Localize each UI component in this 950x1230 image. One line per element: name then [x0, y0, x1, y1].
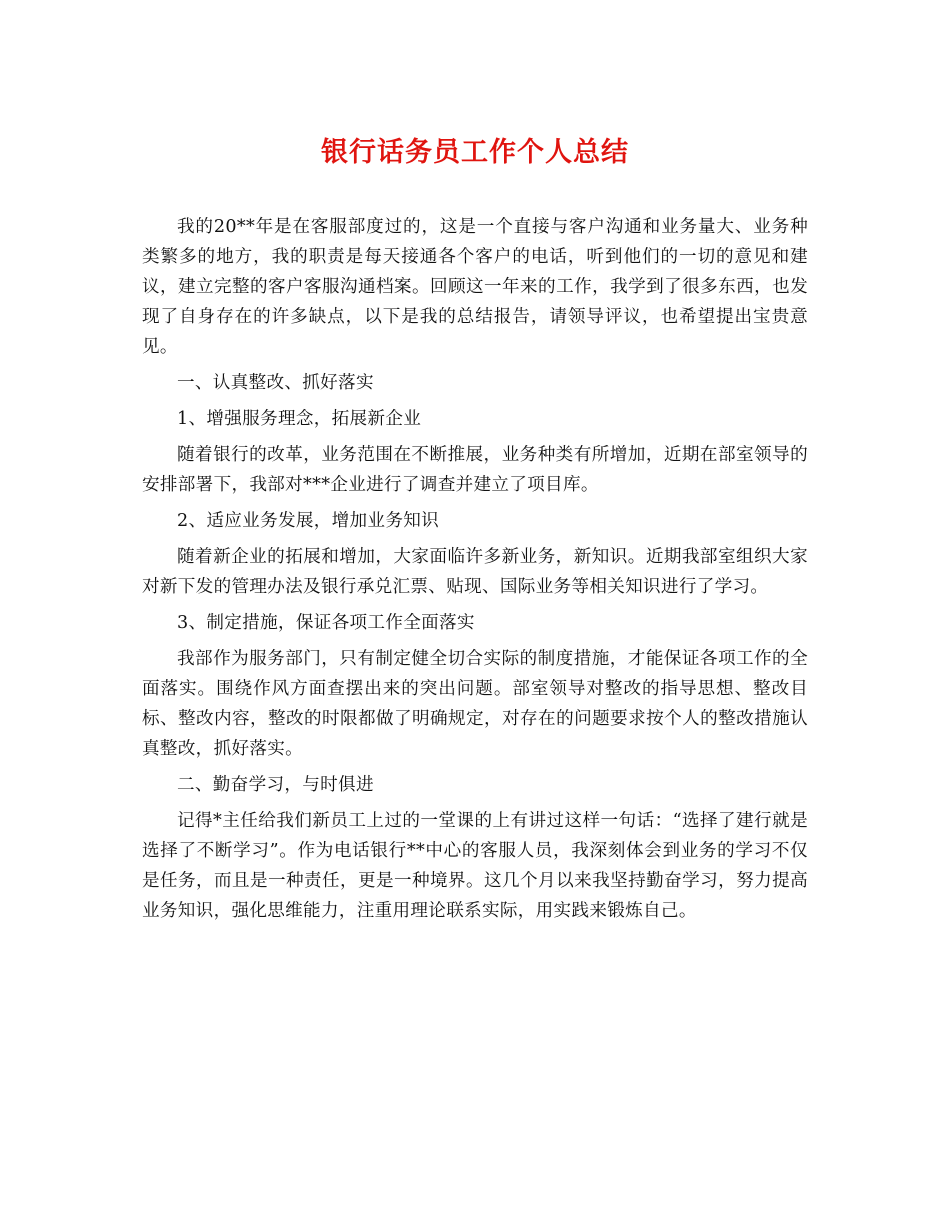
subsection-heading-1-2: 2、适应业务发展，增加业务知识 [177, 511, 440, 531]
paragraph-2: 记得*主任给我们新员工上过的一堂课的上有讲过这样一句话：“选择了建行就是选择了不断学习”。作为电话银行**中心的客服人员，我深刻体会到业务的学习不仅是任务，而且是一种责任，更是一种境界。这几个月以来我坚持勤奋学习，努力提高业务知识，强化思维能力，注重用理论联系实际，用实践来锻炼自己。 [142, 811, 808, 921]
subsection-heading-1-3: 3、制定措施，保证各项工作全面落实 [177, 613, 475, 633]
document-title: 银行话务员工作个人总结 [321, 137, 629, 168]
paragraph-1-3: 我部作为服务部门，只有制定健全切合实际的制度措施，才能保证各项工作的全面落实。围绕作风方面查摆出来的突出问题。部室领导对整改的指导思想、整改目标、整改内容，整改的时限都做了明确规定，对存在的问题要求按个人的整改措施认真整改，抓好落实。 [142, 649, 808, 759]
section-heading-1: 一、认真整改、抓好落实 [177, 373, 374, 393]
paragraph-1-1: 随着银行的改革，业务范围在不断推展，业务种类有所增加，近期在部室领导的安排部署下，我部对***企业进行了调查并建立了项目库。 [142, 445, 808, 495]
paragraph-intro: 我的20**年是在客服部度过的，这是一个直接与客户沟通和业务量大、业务种类繁多的地方，我的职责是每天接通各个客户的电话，听到他们的一切的意见和建议，建立完整的客户客服沟通档案。回顾这一年来的工作，我学到了很多东西，也发现了自身存在的许多缺点，以下是我的总结报告，请领导评议，也希望提出宝贵意见。 [142, 217, 808, 357]
section-heading-2: 二、勤奋学习，与时俱进 [177, 775, 374, 795]
subsection-heading-1-1: 1、增强服务理念，拓展新企业 [177, 409, 422, 429]
paragraph-1-2: 随着新企业的拓展和增加，大家面临许多新业务，新知识。近期我部室组织大家对新下发的管理办法及银行承兑汇票、贴现、国际业务等相关知识进行了学习。 [142, 547, 808, 597]
